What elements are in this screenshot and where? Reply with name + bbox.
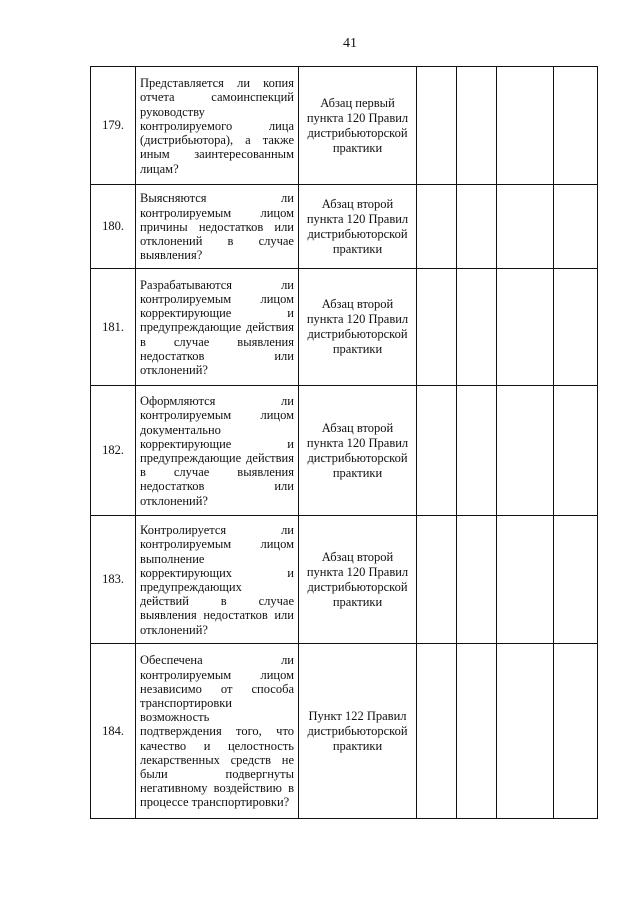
question-line: предупреждающие действия bbox=[140, 320, 294, 335]
row-number-cell bbox=[91, 516, 136, 644]
empty-cell-3 bbox=[497, 185, 554, 269]
table-row bbox=[91, 516, 598, 644]
reference-line: практики bbox=[332, 738, 383, 753]
empty-cell-4 bbox=[554, 185, 598, 269]
reference-line: дистрибьюторской bbox=[307, 723, 408, 738]
empty-cell-2 bbox=[457, 269, 497, 386]
question-text bbox=[136, 73, 298, 177]
question-line: Контролируется ли bbox=[140, 523, 294, 538]
question-line: контролируемым лицом bbox=[140, 537, 294, 552]
question-line: отклонений? bbox=[140, 363, 208, 377]
question-line: отклонений? bbox=[140, 622, 208, 637]
question-line: отчета самоинспекций bbox=[140, 90, 294, 105]
empty-cell-3 bbox=[497, 67, 554, 185]
table-row bbox=[91, 67, 598, 185]
question-cell bbox=[136, 516, 299, 644]
reference-line: дистрибьюторской bbox=[307, 579, 408, 594]
question-cell bbox=[136, 269, 299, 386]
question-line: подтверждения того, что bbox=[140, 724, 294, 739]
row-number: 183. bbox=[102, 572, 124, 586]
empty-cell-2 bbox=[457, 516, 497, 644]
question-text bbox=[136, 188, 298, 264]
question-line: качество и целостность bbox=[140, 738, 294, 753]
question-line: иным заинтересованным bbox=[140, 147, 294, 162]
question-line: корректирующие и bbox=[140, 306, 294, 321]
reference-line: Абзац второй bbox=[321, 549, 394, 564]
question-line: недостатков или bbox=[140, 348, 294, 363]
table-row bbox=[91, 644, 598, 819]
question-line: Выясняются ли bbox=[140, 191, 294, 206]
question-line: предупреждающие действия bbox=[140, 451, 294, 465]
question-line: лицам? bbox=[140, 161, 179, 176]
question-line: предупреждающих bbox=[140, 580, 242, 594]
question-line: лекарственных средств не bbox=[140, 752, 294, 767]
reference-line: пункта 120 Правил bbox=[306, 110, 409, 125]
question-text bbox=[136, 275, 298, 379]
question-line: отклонений в случае bbox=[140, 234, 294, 249]
row-number-cell bbox=[91, 67, 136, 185]
empty-cell-4 bbox=[554, 67, 598, 185]
reference-line: Пункт 122 Правил bbox=[308, 708, 407, 723]
question-line: в случае выявления bbox=[140, 465, 294, 480]
empty-cell-1 bbox=[417, 67, 457, 185]
empty-cell-4 bbox=[554, 269, 598, 386]
question-cell bbox=[136, 67, 299, 185]
row-number: 184. bbox=[102, 723, 124, 738]
reference-cell bbox=[299, 67, 417, 185]
empty-cell-1 bbox=[417, 386, 457, 516]
question-line: корректирующих и bbox=[140, 565, 294, 580]
row-number: 179. bbox=[102, 118, 124, 132]
reference-line: пункта 120 Правил bbox=[306, 564, 409, 579]
row-number: 180. bbox=[102, 219, 124, 233]
question-cell bbox=[136, 386, 299, 516]
question-line: процессе транспортировки? bbox=[140, 795, 290, 810]
row-number-cell bbox=[91, 386, 136, 516]
question-line: недостатков или bbox=[140, 479, 294, 494]
empty-cell-3 bbox=[497, 269, 554, 386]
reference-cell bbox=[299, 185, 417, 269]
question-line: контролируемым лицом bbox=[140, 291, 294, 306]
checklist-table-body bbox=[91, 67, 598, 819]
row-number: 182. bbox=[102, 443, 124, 457]
reference-cell bbox=[299, 269, 417, 386]
reference-line: дистрибьюторской bbox=[307, 327, 408, 341]
page-number: 41 bbox=[343, 36, 357, 51]
row-number-cell bbox=[91, 269, 136, 386]
empty-cell-3 bbox=[497, 644, 554, 819]
question-line: выполнение bbox=[140, 551, 205, 566]
empty-cell-1 bbox=[417, 516, 457, 644]
row-number-cell bbox=[91, 644, 136, 819]
empty-cell-1 bbox=[417, 269, 457, 386]
reference-line: практики bbox=[332, 342, 383, 356]
question-text bbox=[136, 650, 298, 811]
question-line: Обеспечена ли bbox=[140, 653, 294, 668]
empty-cell-2 bbox=[457, 185, 497, 269]
question-line: контролируемого лица bbox=[140, 118, 294, 133]
empty-cell-4 bbox=[554, 516, 598, 644]
question-line: (дистрибьютора), а также bbox=[140, 133, 294, 148]
question-line: Оформляются ли bbox=[140, 394, 294, 409]
question-line: причины недостатков или bbox=[140, 219, 294, 234]
question-line: руководству bbox=[140, 104, 205, 119]
question-line: документально bbox=[140, 422, 221, 437]
reference-line: пункта 120 Правил bbox=[306, 435, 409, 450]
reference-cell bbox=[299, 644, 417, 819]
empty-cell-1 bbox=[417, 185, 457, 269]
question-line: контролируемым лицом bbox=[140, 205, 294, 220]
question-line: в случае выявления bbox=[140, 334, 294, 349]
reference-cell bbox=[299, 386, 417, 516]
question-line: негативному воздействию в bbox=[140, 781, 294, 796]
question-line: выявления недостатков или bbox=[140, 608, 294, 623]
question-line: транспортировки bbox=[140, 695, 232, 710]
reference-line: пункта 120 Правил bbox=[306, 312, 409, 326]
question-line: контролируемым лицом bbox=[140, 408, 294, 423]
reference-line: Абзац второй bbox=[321, 196, 394, 211]
question-line: выявления? bbox=[140, 248, 203, 263]
question-cell bbox=[136, 185, 299, 269]
table-row bbox=[91, 386, 598, 516]
row-number-cell bbox=[91, 185, 136, 269]
empty-cell-3 bbox=[497, 386, 554, 516]
empty-cell-4 bbox=[554, 386, 598, 516]
empty-cell-3 bbox=[497, 516, 554, 644]
empty-cell-2 bbox=[457, 386, 497, 516]
question-line: контролируемым лицом bbox=[140, 667, 294, 682]
reference-line: дистрибьюторской bbox=[307, 125, 408, 140]
question-line: корректирующие и bbox=[140, 436, 294, 451]
reference-line: практики bbox=[332, 465, 383, 480]
question-line: независимо от способа bbox=[140, 681, 294, 696]
reference-cell bbox=[299, 516, 417, 644]
question-line: возможность bbox=[140, 710, 210, 725]
reference-line: Абзац второй bbox=[321, 297, 394, 311]
question-line: Разрабатываются ли bbox=[140, 277, 294, 292]
question-text bbox=[136, 520, 298, 639]
question-cell bbox=[136, 644, 299, 819]
row-number: 181. bbox=[102, 319, 124, 334]
reference-line: Абзац второй bbox=[321, 420, 394, 435]
reference-line: дистрибьюторской bbox=[307, 450, 408, 465]
empty-cell-2 bbox=[457, 67, 497, 185]
reference-line: практики bbox=[332, 594, 383, 609]
empty-cell-4 bbox=[554, 644, 598, 819]
reference-line: практики bbox=[332, 140, 383, 155]
question-line: действий в случае bbox=[140, 594, 294, 609]
empty-cell-1 bbox=[417, 644, 457, 819]
question-line: были подвергнуты bbox=[140, 767, 294, 781]
reference-line: Абзац первый bbox=[320, 95, 395, 110]
reference-line: пункта 120 Правил bbox=[306, 211, 409, 226]
question-text bbox=[136, 391, 298, 510]
empty-cell-2 bbox=[457, 644, 497, 819]
question-line: отклонений? bbox=[140, 493, 208, 508]
reference-line: дистрибьюторской bbox=[307, 226, 408, 241]
checklist-table bbox=[90, 66, 598, 819]
question-line: Представляется ли копия bbox=[140, 76, 294, 91]
table-row bbox=[91, 269, 598, 386]
table-row bbox=[91, 185, 598, 269]
reference-line: практики bbox=[332, 241, 383, 256]
